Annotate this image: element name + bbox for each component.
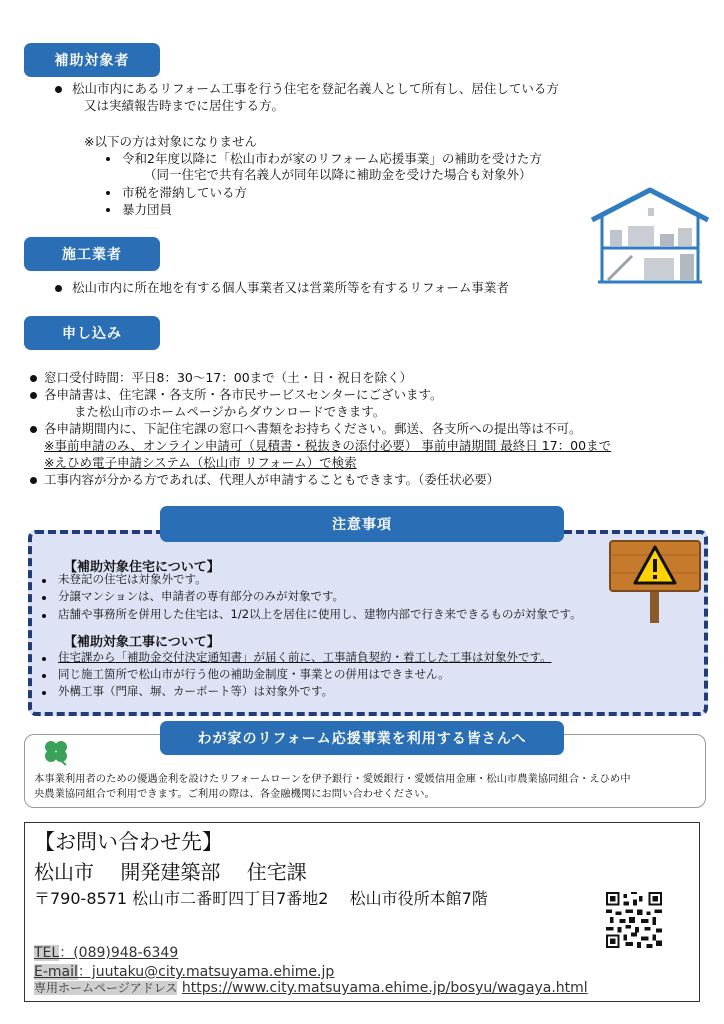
work-note-item: 外構工事（門扉、塀、カーポート等）は対象外です。 bbox=[58, 684, 334, 698]
homepage-link[interactable]: https://www.city.matsuyama.ehime.jp/bosyu/wagaya.html bbox=[181, 980, 588, 996]
email-label: E-mail bbox=[34, 964, 78, 980]
notes-heading: 注意事項 bbox=[160, 506, 564, 542]
bullet-dot bbox=[55, 86, 62, 93]
target-heading: 補助対象者 bbox=[24, 43, 160, 77]
contact-homepage bbox=[34, 979, 588, 996]
small-bullet bbox=[42, 596, 46, 600]
exclusion-title: ※以下の方は対象になりません bbox=[84, 134, 257, 149]
work-note-item: 住宅課から「補助金交付決定通知書」が届く前に、工事請負契約・着工した工事は対象外です。 bbox=[58, 650, 552, 664]
house-notes-title: 【補助対象住宅について】 bbox=[64, 560, 220, 575]
small-bullet bbox=[106, 157, 110, 161]
small-bullet bbox=[42, 691, 46, 695]
application-line: 各申請書は、住宅課・各支所・各市民サービスセンターにございます。 bbox=[44, 387, 443, 402]
small-bullet bbox=[106, 191, 110, 195]
application-line: 窓口受付時間：平日8：30～17：00まで（土・日・祝日を除く） bbox=[44, 370, 413, 385]
welcome-line1: 本事業利用者のための優遇金利を設けたリフォームローンを伊予銀行・愛媛銀行・愛媛信用金庫・松山市農業協同組合・えひめ中 bbox=[34, 773, 631, 785]
house-note-item: 分譲マンションは、申請者の専有部分のみが対象です。 bbox=[58, 589, 345, 603]
e-application-search-note: ※えひめ電子申請システム（松山市 リフォーム）で検索 bbox=[44, 455, 357, 470]
house-note-item: 店舗や事務所を併用した住宅は、1/2以上を居住に使用し、建物内部で行き来できるものが対象です。 bbox=[58, 607, 582, 621]
online-application-note: ※事前申請のみ、オンライン申請可（見積書・税抜きの添付必要） 事前申請期間 最終日 17：00まで bbox=[44, 438, 612, 453]
application-line: また松山市のホームページからダウンロードできます。 bbox=[74, 404, 386, 419]
bullet-dot bbox=[30, 477, 37, 484]
contact-title: 【お問い合わせ先】 bbox=[34, 830, 223, 854]
small-bullet bbox=[42, 657, 46, 661]
welcome-heading: わが家のリフォーム応援事業を利用する皆さんへ bbox=[160, 721, 564, 755]
contact-address: 〒790-8571 松山市二番町四丁目7番地2 松山市役所本館7階 bbox=[34, 889, 488, 908]
email-address[interactable]: ：juutaku@city.matsuyama.ehime.jp bbox=[77, 964, 335, 980]
small-bullet bbox=[106, 208, 110, 212]
clover-icon bbox=[40, 740, 76, 766]
exclusion-item: 暴力団員 bbox=[122, 202, 173, 217]
welcome-line2: 央農業協同組合で利用できます。ご利用の際は、各金融機関にお問い合わせください。 bbox=[34, 788, 435, 800]
tel-number: ：(089)948-6349 bbox=[59, 945, 179, 961]
tel-label: TEL bbox=[34, 945, 60, 961]
contact-email bbox=[34, 961, 334, 981]
work-note-item: 同じ施工箇所で松山市が行う他の補助金制度・事業との併用はできません。 bbox=[58, 667, 450, 681]
house-note-item: 未登記の住宅は対象外です。 bbox=[58, 572, 207, 586]
small-bullet bbox=[42, 614, 46, 618]
application-heading: 申し込み bbox=[24, 316, 160, 350]
homepage-label: 専用ホームページアドレス bbox=[34, 981, 178, 995]
house-illustration bbox=[588, 186, 712, 290]
small-bullet bbox=[42, 674, 46, 678]
work-notes-title: 【補助対象工事について】 bbox=[64, 635, 220, 650]
contractor-heading: 施工業者 bbox=[24, 237, 160, 271]
contact-tel bbox=[34, 942, 178, 962]
bullet-dot bbox=[55, 285, 62, 292]
bullet-dot bbox=[30, 392, 37, 399]
application-line: 工事内容が分かる方であれば、代理人が申請することもできます。（委任状必要） bbox=[44, 472, 500, 487]
target-bullet-line2: 又は実績報告時までに居住する方。 bbox=[84, 98, 285, 113]
contractor-bullet: 松山市内に所在地を有する個人事業者又は営業所等を有するリフォーム事業者 bbox=[72, 280, 509, 295]
exclusion-item: 令和2年度以降に「松山市わが家のリフォーム応援事業」の補助を受けた方 bbox=[122, 151, 542, 166]
exclusion-item-note: （同一住宅で共有名義人が同年以降に補助金を受けた場合も対象外） bbox=[144, 167, 532, 182]
bullet-dot bbox=[30, 375, 37, 382]
exclusion-item: 市税を滞納している方 bbox=[122, 185, 248, 200]
qr-code bbox=[606, 892, 662, 948]
contact-org: 松山市 開発建築部 住宅課 bbox=[34, 860, 307, 884]
small-bullet bbox=[42, 579, 46, 583]
bullet-dot bbox=[30, 426, 37, 433]
warning-sign-icon bbox=[606, 533, 704, 625]
target-bullet-line1: 松山市内にあるリフォーム工事を行う住宅を登記名義人として所有し、居住している方 bbox=[72, 81, 559, 96]
application-line: 各申請期間内に、下記住宅課の窓口へ書類をお持ちください。郵送、各支所への提出等は不可。 bbox=[44, 421, 582, 436]
